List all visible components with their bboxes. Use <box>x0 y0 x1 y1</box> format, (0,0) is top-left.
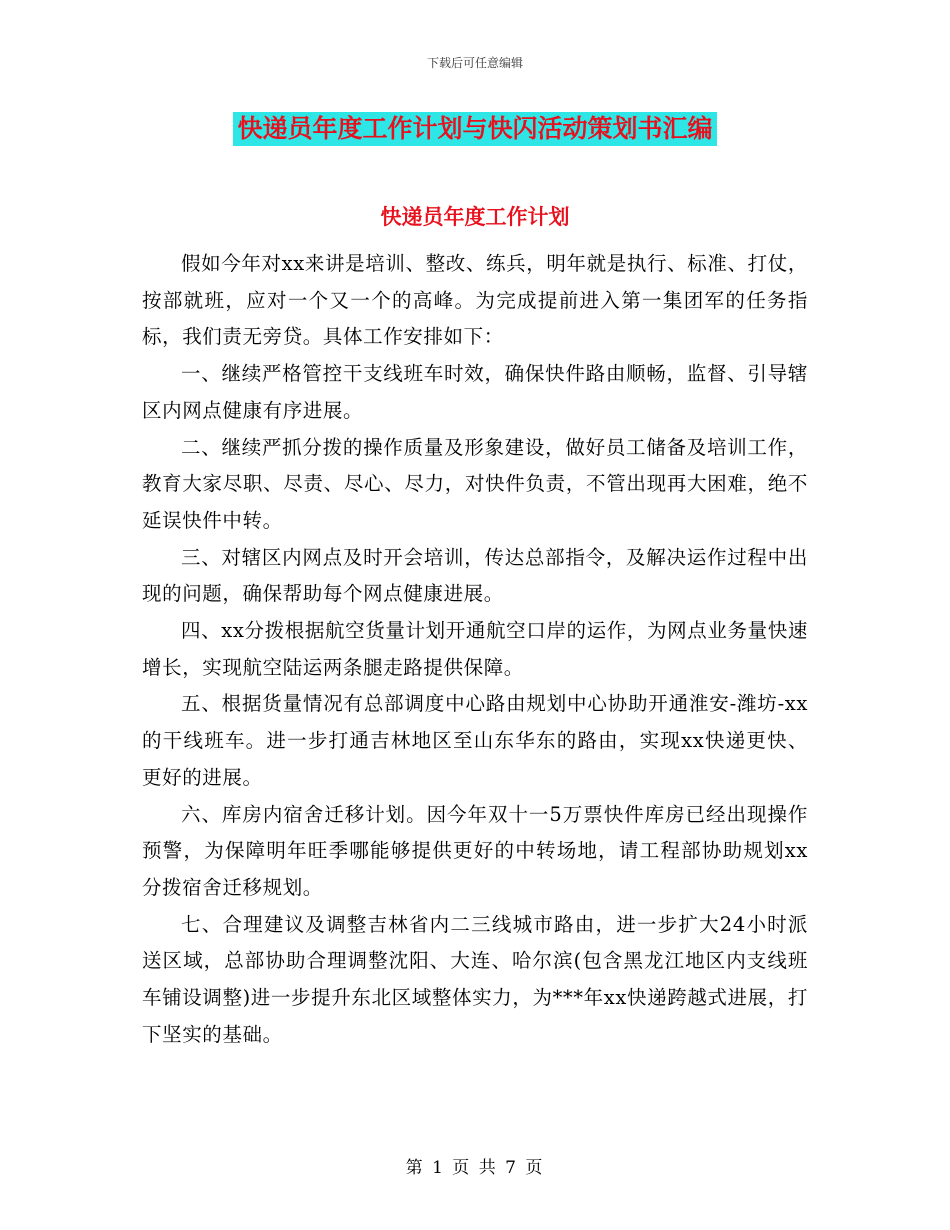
paragraph-item-3: 三、对辖区内网点及时开会培训，传达总部指令，及解决运作过程中出现的问题，确保帮助每个网点健康进展。 <box>142 545 808 606</box>
header-note: 下载后可任意编辑 <box>426 56 523 70</box>
paragraph-item-2: 二、继续严抓分拨的操作质量及形象建设，做好员工储备及培训工作，教育大家尽职、尽责、尽心、尽力，对快件负责，不管出现再大困难，绝不延误快件中转。 <box>142 435 808 532</box>
section-title: 快递员年度工作计划 <box>380 204 570 229</box>
body-text <box>142 246 808 1053</box>
document-title-container <box>0 112 950 146</box>
paragraph-intro: 假如今年对xx来讲是培训、整改、练兵，明年就是执行、标准、打仗，按部就班，应对一个又一个的高峰。为完成提前进入第一集团军的任务指标，我们责无旁贷。具体工作安排如下： <box>142 252 808 349</box>
paragraph-item-4: 四、xx分拨根据航空货量计划开通航空口岸的运作，为网点业务量快速增长，实现航空陆运两条腿走路提供保障。 <box>142 619 808 679</box>
page-number-footer: 第 1 页 共 7 页 <box>405 1158 545 1178</box>
paragraph-item-7: 七、合理建议及调整吉林省内二三线城市路由，进一步扩大24小时派送区域，总部协助合理调整沈阳、大连、哈尔滨(包含黑龙江地区内支线班车铺设调整)进一步提升东北区域整体实力，为***年xx快递跨越式进展，打下坚实的基础。 <box>142 912 808 1046</box>
document-title: 快递员年度工作计划与快闪活动策划书汇编 <box>233 112 716 146</box>
paragraph-item-6: 六、库房内宿舍迁移计划。因今年双十一5万票快件库房已经出现操作预警，为保障明年旺季哪能够提供更好的中转场地，请工程部协助规划xx分拨宿舍迁移规划。 <box>142 802 808 899</box>
paragraph-item-5: 五、根据货量情况有总部调度中心路由规划中心协助开通淮安-潍坊-xx的干线班车。进一步打通吉林地区至山东华东的路由，实现xx快递更快、更好的进展。 <box>142 692 808 789</box>
paragraph-item-1: 一、继续严格管控干支线班车时效，确保快件路由顺畅，监督、引导辖区内网点健康有序进展。 <box>142 362 808 422</box>
